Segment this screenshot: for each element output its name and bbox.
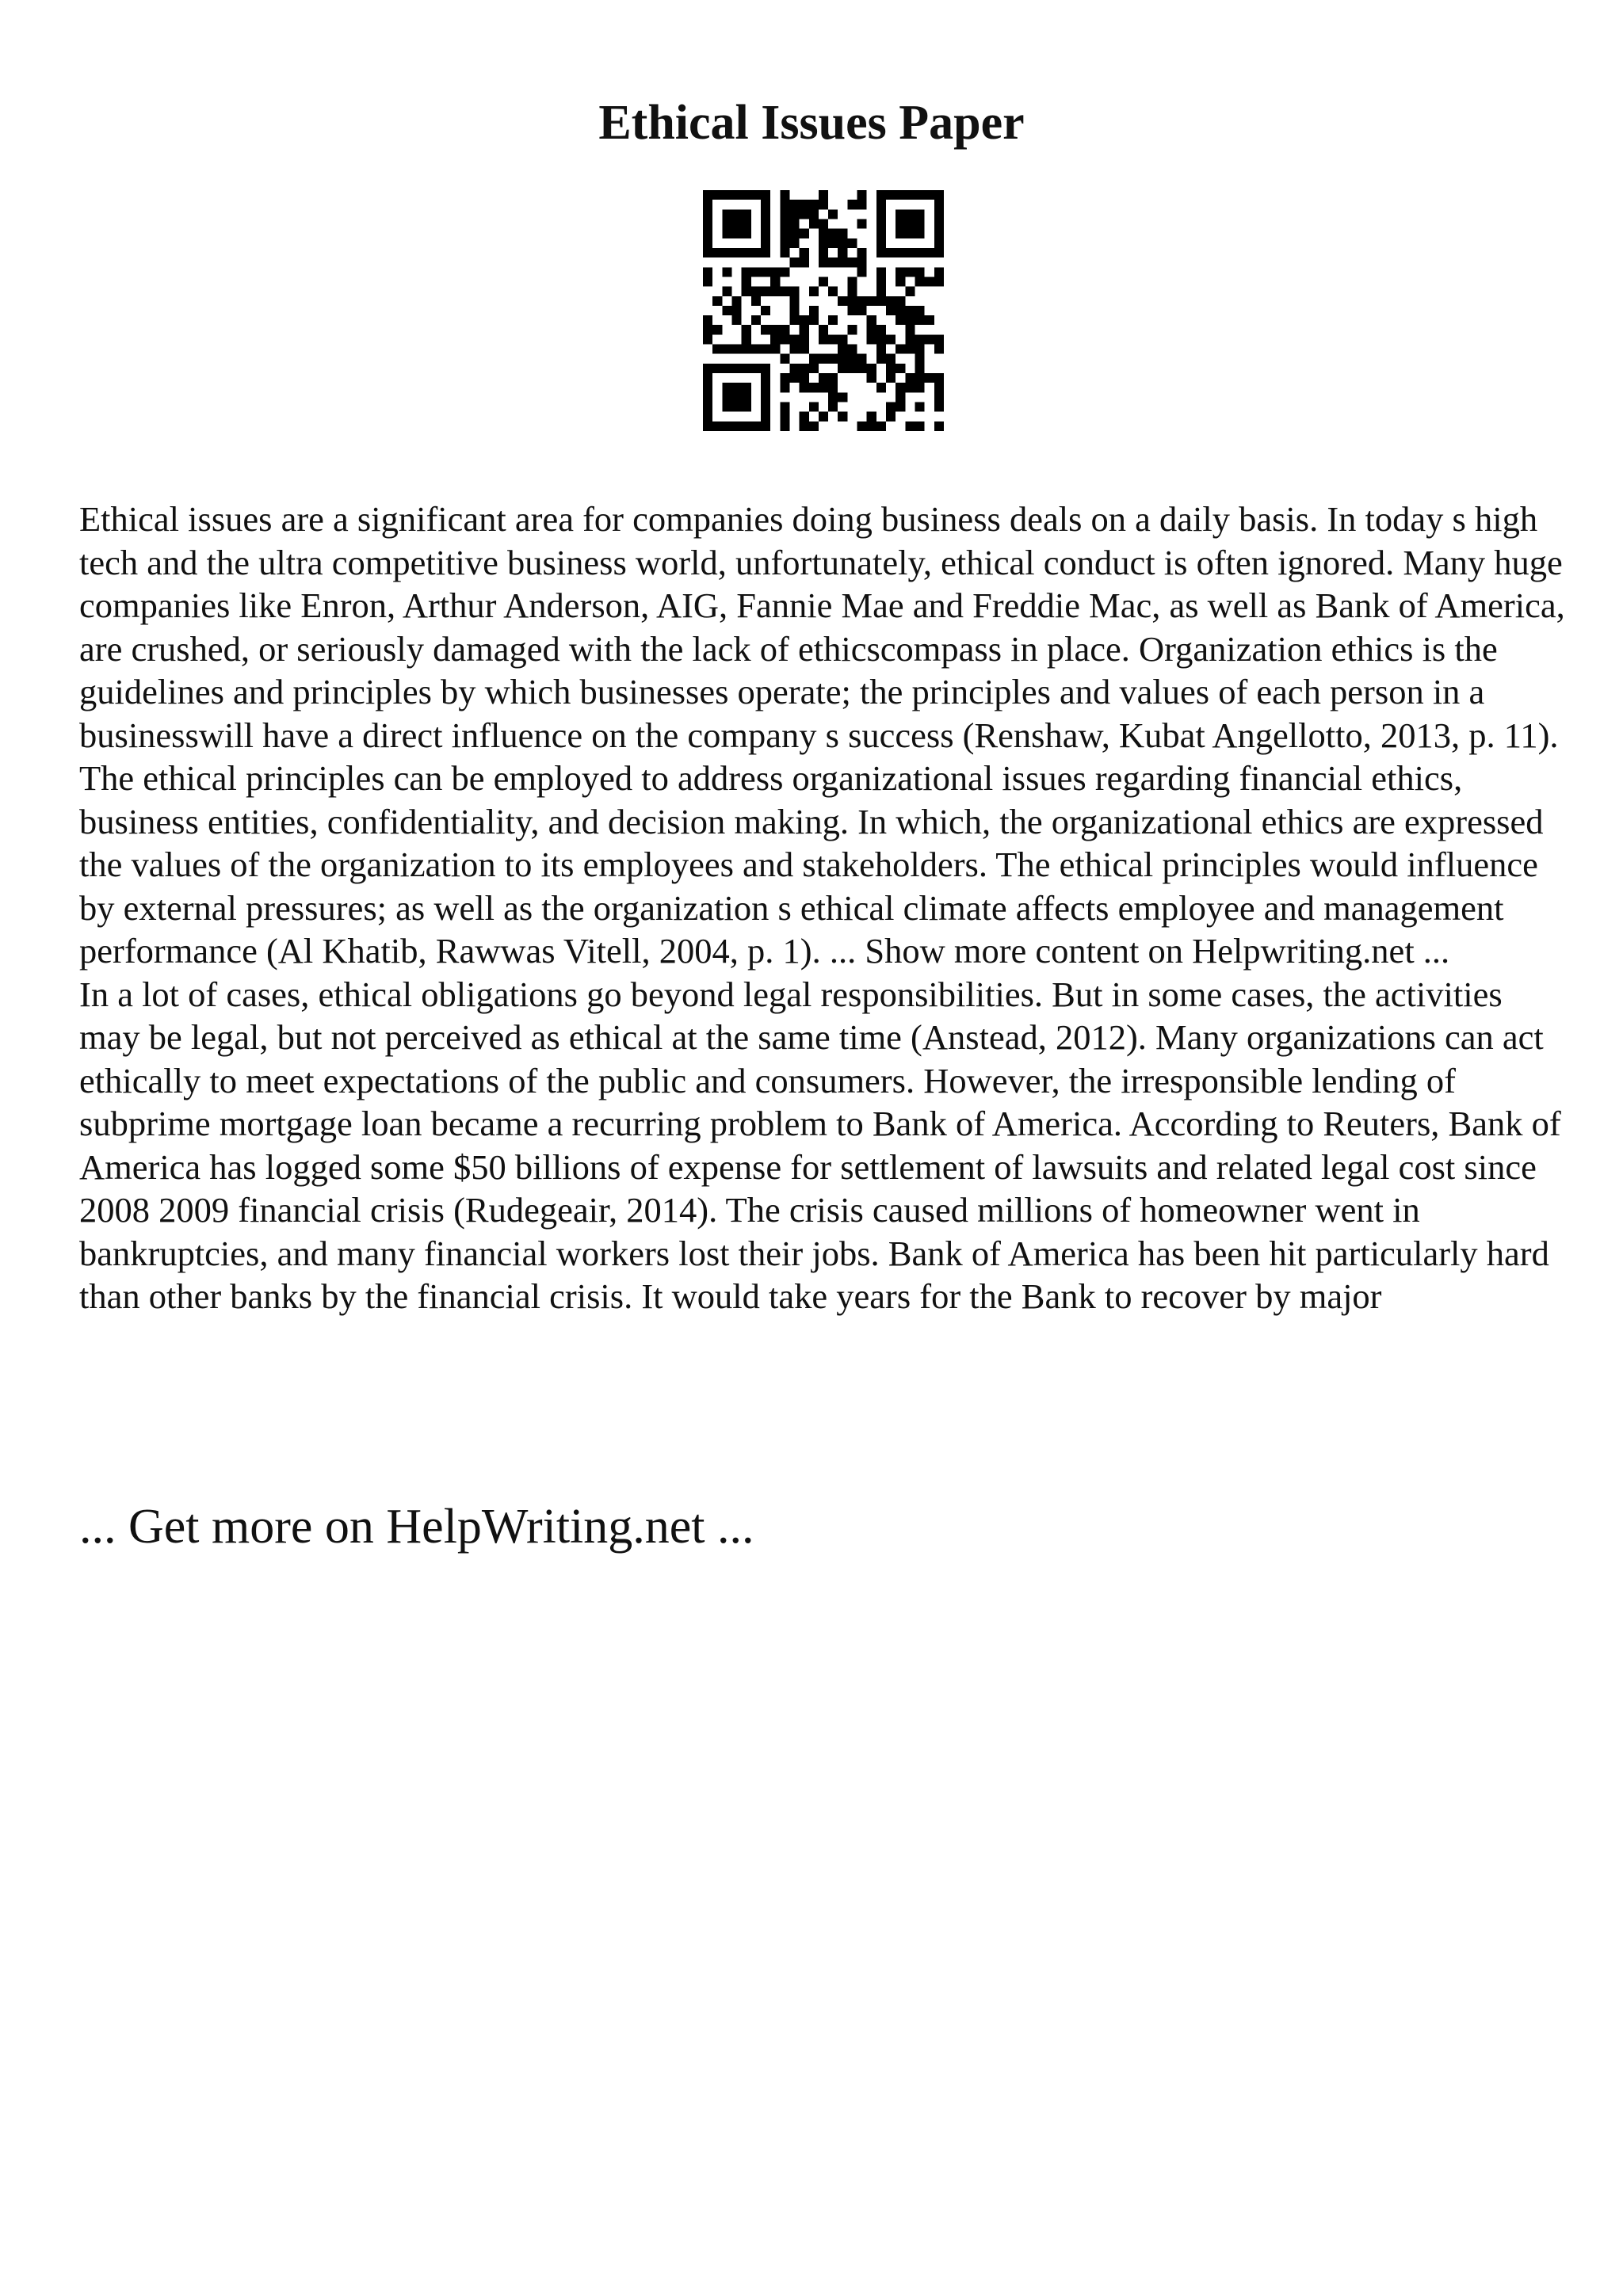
paragraph: Ethical issues are a significant area for companies doing business deals on a daily basis. In today s high tech and the ultra competitive business world, unfortunately, ethical conduct is often ignored. Many huge companies like Enron, Arthur Anderson, AIG, Fannie Mae and Freddie Mac, as well as Bank of America, are crushed, or seriously damaged with the lack of ethicscompass in place. Organization ethics is the guidelines and principles by which businesses operate; the principles and values of each person in a businesswill have a direct influence on the company s success (Renshaw, Kubat Angellotto, 2013, p. 11).	[79, 499, 1565, 755]
page-title: Ethical Issues Paper	[598, 96, 1025, 150]
article-body	[79, 498, 1569, 1318]
paragraph: The ethical principles can be employed to address organizational issues regarding financial ethics, business entities, confidentiality, and decision making. In which, the organizational ethics are expressed the values of the organization to its employees and stakeholders. The ethical principles would influence by external pressures; as well as the organization s ethical climate affects employee and management performance (Al Khatib, Rawwas Vitell, 2004, p. 1). ... Show more content on Helpwriting.net ...	[79, 758, 1544, 971]
get-more-link[interactable]: ... Get more on HelpWriting.net ...	[79, 1500, 754, 1554]
paragraph: In a lot of cases, ethical obligations go beyond legal responsibilities. But in some cases, the activities may be legal, but not perceived as ethical at the same time (Anstead, 2012). Many organizations can act ethically to meet expectations of the public and consumers. However, the irresponsible lending of subprime mortgage loan became a recurring problem to Bank of America. According to Reuters, Bank of America has logged some $50 billions of expense for settlement of lawsuits and related legal cost since 2008 2009 financial crisis (Rudegeair, 2014). The crisis caused millions of homeowner went in bankruptcies, and many financial workers lost their jobs. Bank of America has been hit particularly hard than other banks by the financial crisis. It would take years for the Bank to recover by major	[79, 974, 1561, 1316]
qr-code-icon	[703, 190, 944, 431]
